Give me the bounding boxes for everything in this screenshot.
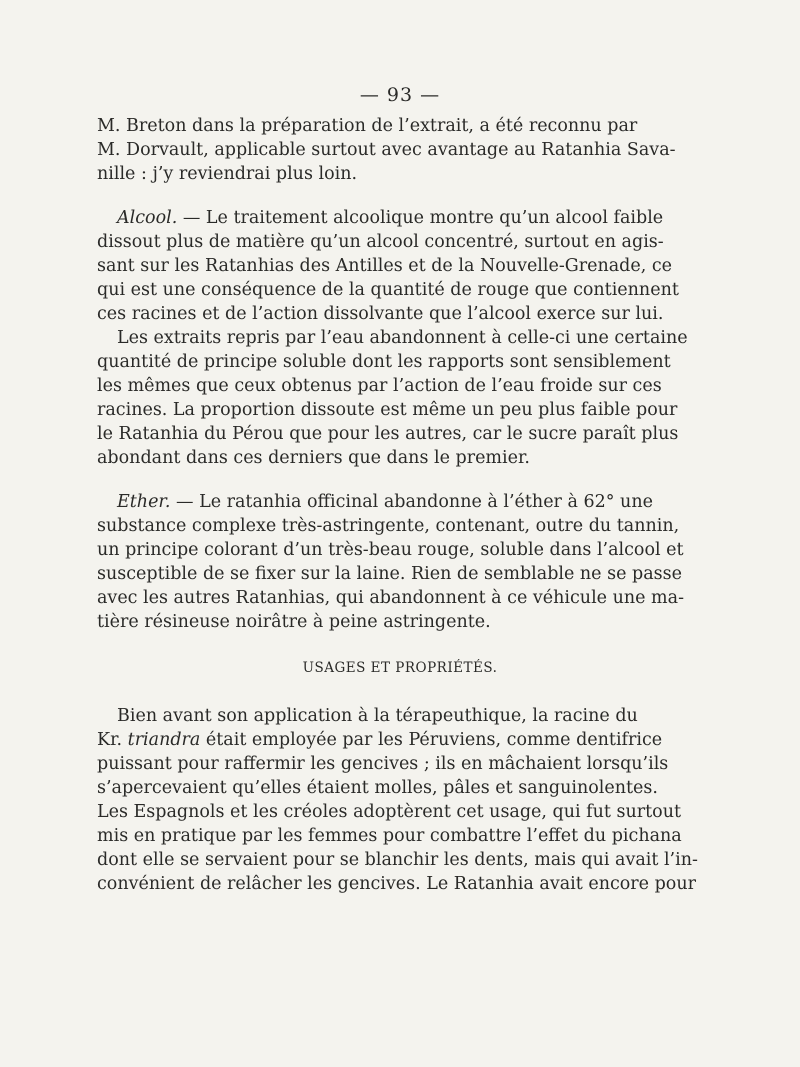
text-line: tière résineuse noirâtre à peine astringente. xyxy=(97,612,491,632)
text-line: puissant pour raffermir les gencives ; ils en mâchaient lorsqu’ils xyxy=(97,754,669,774)
text-line: qui est une conséquence de la quantité de rouge que contiennent xyxy=(97,280,679,300)
text-span: était employée par les Péruviens, comme dentifrice xyxy=(200,730,663,750)
text-line: un principe colorant d’un très-beau rouge, soluble dans l’alcool et xyxy=(97,540,684,560)
text-line: mis en pratique par les femmes pour combattre l’effet du pichana xyxy=(97,826,682,846)
text-span: Kr. xyxy=(97,730,128,750)
text-span: — Le ratanhia officinal abandonne à l’éther à 62° une xyxy=(170,492,653,512)
text-line: le Ratanhia du Pérou que pour les autres, car le sucre paraît plus xyxy=(97,424,679,444)
text-span: — Le traitement alcoolique montre qu’un alcool faible xyxy=(177,208,664,228)
text-line: dissout plus de matière qu’un alcool concentré, surtout en agis- xyxy=(97,232,664,252)
text-line: ces racines et de l’action dissolvante que l’alcool exerce sur lui. xyxy=(97,304,664,324)
species-name: triandra xyxy=(127,730,201,750)
text-line: racines. La proportion dissoute est même un peu plus faible pour xyxy=(97,400,678,420)
section-heading: USAGES ET PROPRIÉTÉS. xyxy=(302,660,498,676)
page-number: — 93 — xyxy=(359,84,441,106)
text-line: Les Espagnols et les créoles adoptèrent cet usage, qui fut surtout xyxy=(97,802,682,822)
text-line: s’apercevaient qu’elles étaient molles, pâles et sanguinolentes. xyxy=(97,778,658,798)
text-line: nille : j’y reviendrai plus loin. xyxy=(97,164,358,184)
paragraph-ether-first-line xyxy=(117,490,653,514)
text-line: avec les autres Ratanhias, qui abandonnent à ce véhicule une ma- xyxy=(97,588,684,608)
text-line: M. Dorvault, applicable surtout avec avantage au Ratanhia Sava- xyxy=(97,140,676,160)
text-line: sant sur les Ratanhias des Antilles et de la Nouvelle-Grenade, ce xyxy=(97,256,673,276)
text-line: quantité de principe soluble dont les rapports sont sensiblement xyxy=(97,352,671,372)
text-line: Les extraits repris par l’eau abandonnent à celle-ci une certaine xyxy=(117,328,688,348)
text-line: dont elle se servaient pour se blanchir les dents, mais qui avait l’in- xyxy=(97,850,698,870)
text-line: abondant dans ces derniers que dans le premier. xyxy=(97,448,530,468)
text-line: convénient de relâcher les gencives. Le Ratanhia avait encore pour xyxy=(97,874,696,894)
paragraph-usages-second-line xyxy=(97,728,663,752)
paragraph-alcool-first-line xyxy=(117,206,664,230)
ether-label: Ether. xyxy=(117,492,171,512)
text-line: M. Breton dans la préparation de l’extrait, a été reconnu par xyxy=(97,116,638,136)
text-line: susceptible de se fixer sur la laine. Rien de semblable ne se passe xyxy=(97,564,682,584)
text-line: les mêmes que ceux obtenus par l’action de l’eau froide sur ces xyxy=(97,376,662,396)
text-line: substance complexe très-astringente, contenant, outre du tannin, xyxy=(97,516,680,536)
alcool-label: Alcool. xyxy=(117,208,178,228)
text-line: Bien avant son application à la térapeuthique, la racine du xyxy=(117,706,638,726)
